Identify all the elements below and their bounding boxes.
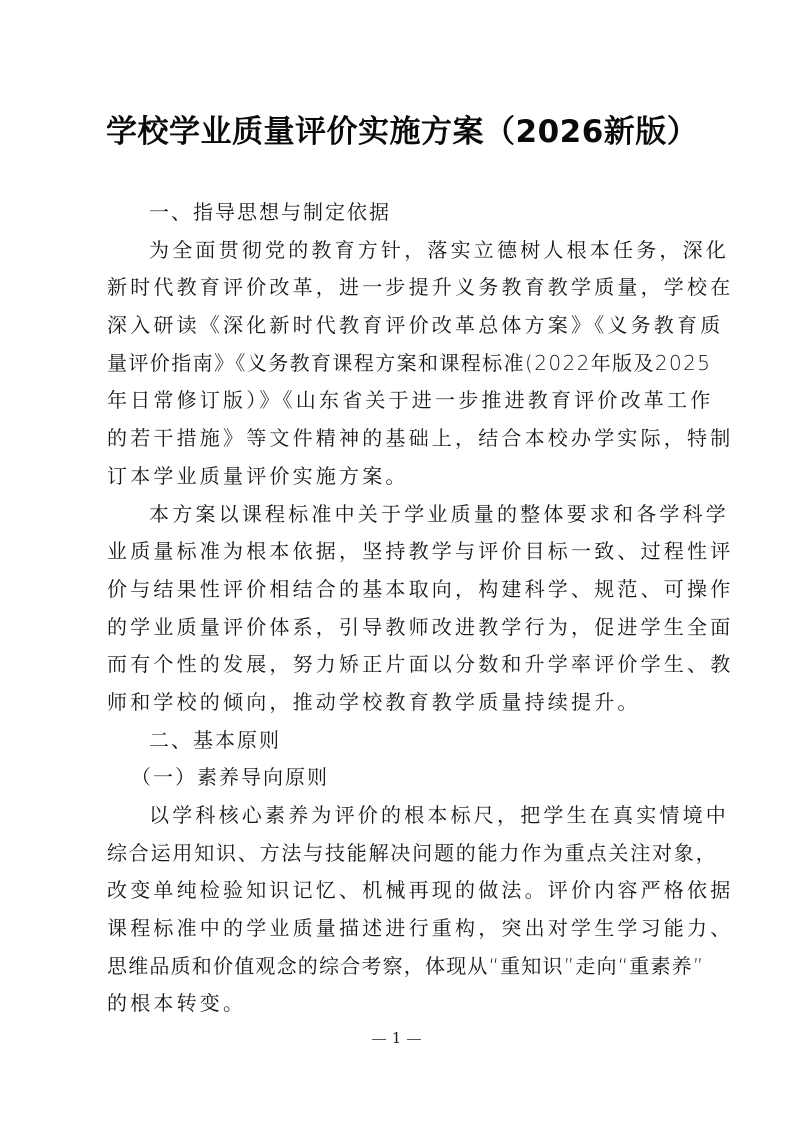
footer-dash-left bbox=[372, 1039, 386, 1040]
paragraph-line: 师和学校的倾向，推动学校教育教学质量持续提升。 bbox=[107, 689, 641, 714]
page-footer bbox=[0, 1029, 793, 1047]
paragraph-line: 的学业质量评价体系，引导教师改进教学行为，促进学生全面 bbox=[107, 614, 734, 639]
paragraph-line: 量评价指南》《义务教育课程方案和课程标准(2022年版及2025 bbox=[107, 350, 712, 375]
document-body bbox=[107, 194, 734, 1023]
paragraph-line: 年日常修订版）》《山东省关于进一步推进教育评价改革工作 bbox=[107, 388, 714, 413]
paragraph-line: 改变单纯检验知识记忆、机械再现的做法。评价内容严格依据 bbox=[107, 878, 734, 903]
paragraph-line: 新时代教育评价改革，进一步提升义务教育教学质量，学校在 bbox=[107, 275, 734, 300]
paragraph-line: 深入研读《深化新时代教育评价改革总体方案》《义务教育质 bbox=[107, 313, 724, 338]
paragraph-purpose bbox=[107, 496, 734, 722]
footer-dash-right bbox=[407, 1039, 421, 1040]
paragraph-line: 思维品质和价值观念的综合考察，体现从“重知识”走向“重素养” bbox=[107, 953, 705, 978]
document-title: 学校学业质量评价实施方案（2026新版） bbox=[106, 114, 699, 150]
paragraph-line: 的根本转变。 bbox=[107, 991, 247, 1016]
paragraph-line: 综合运用知识、方法与技能解决问题的能力作为重点关注对象， bbox=[107, 840, 718, 865]
paragraph-line: 订本学业质量评价实施方案。 bbox=[107, 463, 409, 488]
paragraph-line: 为全面贯彻党的教育方针，落实立德树人根本任务，深化 bbox=[149, 237, 729, 262]
paragraph-basis bbox=[107, 232, 734, 496]
paragraph-line: 本方案以课程标准中关于学业质量的整体要求和各学科学 bbox=[149, 501, 729, 526]
paragraph-line: 业质量标准为根本依据，坚持教学与评价目标一致、过程性评 bbox=[107, 539, 734, 564]
paragraph-line: 课程标准中的学业质量描述进行重构，突出对学生学习能力、 bbox=[107, 916, 734, 941]
subsection-heading-literacy-orientation: （一）素养导向原则 bbox=[131, 765, 329, 790]
paragraph-line: 而有个性的发展，努力矫正片面以分数和升学率评价学生、教 bbox=[107, 652, 734, 677]
paragraph-line: 价与结果性评价相结合的基本取向，构建科学、规范、可操作 bbox=[107, 576, 734, 601]
paragraph-literacy bbox=[107, 797, 734, 1023]
paragraph-line: 以学科核心素养为评价的根本标尺，把学生在真实情境中 bbox=[149, 803, 729, 827]
section-heading-basic-principles: 二、基本原则 bbox=[149, 727, 281, 752]
section-heading-guiding-principles: 一、指导思想与制定依据 bbox=[149, 200, 391, 224]
page-number: 1 bbox=[391, 1029, 402, 1047]
paragraph-line: 的若干措施》等文件精神的基础上，结合本校办学实际，特制 bbox=[107, 426, 734, 451]
